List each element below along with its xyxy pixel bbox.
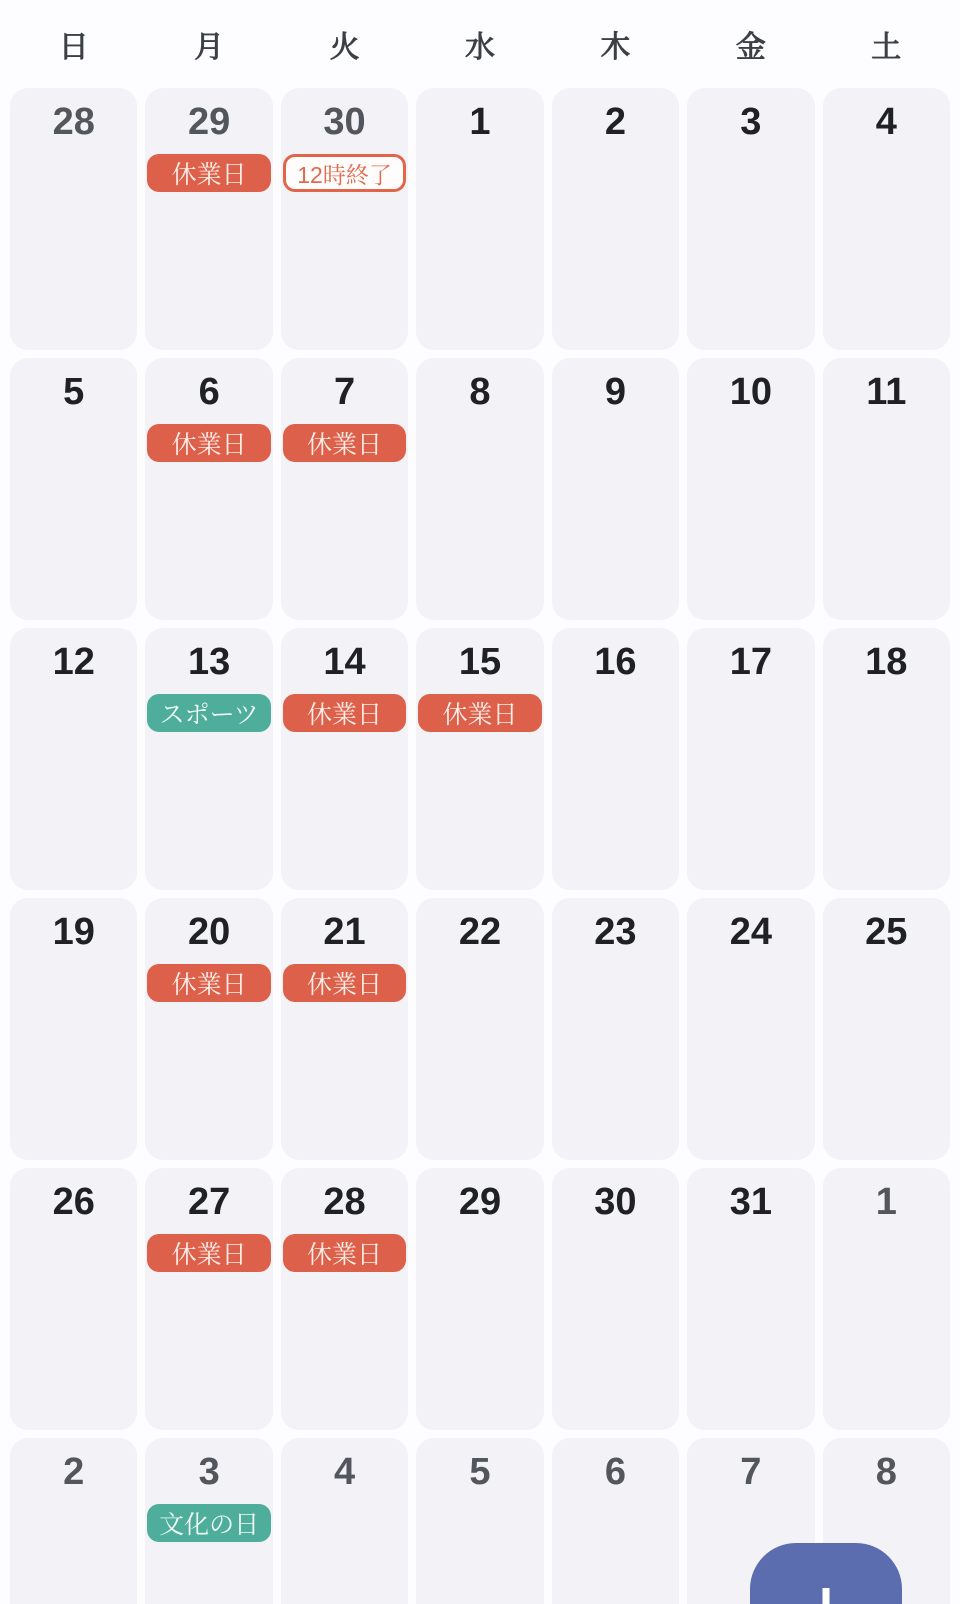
event-chip[interactable]: 休業日: [283, 964, 406, 1002]
day-number: 23: [594, 911, 637, 953]
day-number: 6: [604, 1451, 626, 1493]
day-number: 9: [604, 371, 626, 413]
day-cell[interactable]: [281, 1168, 408, 1430]
day-cell[interactable]: [552, 88, 679, 350]
day-number: 12: [52, 641, 95, 683]
day-events: [145, 424, 272, 462]
day-cell[interactable]: [416, 88, 543, 350]
weekday-label: 土: [871, 31, 902, 64]
day-cell[interactable]: [281, 898, 408, 1160]
day-number: 28: [52, 101, 95, 143]
day-number: 11: [866, 371, 907, 413]
day-number: 20: [187, 911, 231, 953]
day-number: 28: [323, 1181, 366, 1223]
weekday-label: 火: [329, 31, 360, 64]
day-number: 5: [469, 1451, 491, 1493]
create-event-fab[interactable]: [750, 1543, 902, 1604]
event-chip[interactable]: 休業日: [147, 964, 270, 1002]
day-number: 8: [469, 371, 491, 413]
day-number: 3: [198, 1451, 220, 1493]
day-cell[interactable]: [145, 1168, 272, 1430]
day-cell[interactable]: [823, 628, 950, 890]
calendar-grid: [0, 88, 960, 1604]
event-chip[interactable]: 休業日: [147, 154, 270, 192]
day-cell[interactable]: [10, 358, 137, 620]
day-number: 5: [63, 371, 85, 413]
day-number: 6: [198, 371, 220, 413]
day-events: [145, 964, 272, 1002]
day-cell[interactable]: [145, 898, 272, 1160]
day-cell[interactable]: [823, 358, 950, 620]
event-chip[interactable]: 文化の日: [147, 1504, 270, 1542]
day-cell[interactable]: [416, 628, 543, 890]
day-cell[interactable]: [823, 898, 950, 1160]
day-number: 15: [458, 641, 502, 683]
day-events: [145, 154, 272, 192]
day-number: 3: [740, 101, 762, 143]
day-cell[interactable]: [145, 1438, 272, 1604]
day-number: 31: [729, 1181, 772, 1223]
event-chip[interactable]: 休業日: [283, 1234, 406, 1272]
day-number: 10: [729, 371, 772, 413]
day-cell[interactable]: [552, 628, 679, 890]
day-number: 16: [594, 641, 637, 683]
event-chip[interactable]: 休業日: [283, 694, 406, 732]
weekday-label: 水: [464, 31, 495, 64]
day-number: 29: [458, 1181, 502, 1223]
day-events: [281, 154, 408, 192]
weekday-header: [0, 0, 960, 88]
event-chip[interactable]: スポーツ: [147, 694, 270, 732]
day-cell[interactable]: [145, 358, 272, 620]
day-number: 7: [740, 1451, 762, 1493]
day-number: 2: [604, 101, 626, 143]
day-number: 18: [865, 641, 908, 683]
day-number: 19: [52, 911, 95, 953]
day-cell[interactable]: [687, 628, 814, 890]
day-events: [281, 694, 408, 732]
day-cell[interactable]: [281, 1438, 408, 1604]
day-number: 14: [323, 641, 366, 683]
day-number: 2: [63, 1451, 85, 1493]
plus-icon: [823, 1588, 830, 1604]
day-cell[interactable]: [687, 1168, 814, 1430]
day-cell[interactable]: [823, 1168, 950, 1430]
day-number: 4: [333, 1451, 356, 1493]
day-cell[interactable]: [145, 88, 272, 350]
day-number: 27: [187, 1181, 231, 1223]
day-cell[interactable]: [145, 628, 272, 890]
day-cell[interactable]: [10, 898, 137, 1160]
day-events: [281, 424, 408, 462]
day-number: 7: [333, 371, 356, 413]
day-number: 30: [323, 101, 366, 143]
day-cell[interactable]: [10, 88, 137, 350]
day-number: 8: [875, 1451, 897, 1493]
day-cell[interactable]: [552, 1438, 679, 1604]
day-number: 29: [187, 101, 231, 143]
day-number: 24: [729, 911, 772, 953]
weekday-label: 月: [194, 31, 225, 64]
weekday-label: 日: [58, 31, 89, 64]
day-cell[interactable]: [281, 88, 408, 350]
event-chip[interactable]: 休業日: [418, 694, 541, 732]
day-cell[interactable]: [416, 898, 543, 1160]
day-number: 26: [52, 1181, 95, 1223]
weekday-label: 木: [600, 31, 631, 64]
day-cell[interactable]: [416, 358, 543, 620]
day-number: 1: [875, 1181, 897, 1223]
day-number: 1: [469, 101, 491, 143]
day-cell[interactable]: [687, 358, 814, 620]
day-cell[interactable]: [281, 358, 408, 620]
day-cell[interactable]: [552, 358, 679, 620]
day-events: [416, 694, 543, 732]
day-cell[interactable]: [552, 898, 679, 1160]
day-events: [281, 1234, 408, 1272]
day-number: 17: [729, 641, 772, 683]
day-number: 4: [875, 101, 897, 143]
day-cell[interactable]: [687, 88, 814, 350]
day-events: [145, 1504, 272, 1542]
day-events: [145, 1234, 272, 1272]
day-number: 25: [865, 911, 908, 953]
day-cell[interactable]: [281, 628, 408, 890]
day-number: 30: [594, 1181, 637, 1223]
day-cell[interactable]: [10, 1168, 137, 1430]
event-chip[interactable]: 休業日: [147, 1234, 270, 1272]
day-number: 21: [323, 911, 366, 953]
day-cell[interactable]: [416, 1438, 543, 1604]
day-number: 13: [187, 641, 231, 683]
event-chip[interactable]: 休業日: [147, 424, 270, 462]
day-cell[interactable]: [823, 88, 950, 350]
day-events: [145, 694, 272, 732]
event-chip[interactable]: 12時終了: [283, 154, 406, 192]
day-cell[interactable]: [10, 1438, 137, 1604]
day-events: [281, 964, 408, 1002]
day-cell[interactable]: [416, 1168, 543, 1430]
weekday-label: 金: [735, 31, 766, 64]
day-number: 22: [458, 911, 502, 953]
day-cell[interactable]: [687, 898, 814, 1160]
event-chip[interactable]: 休業日: [283, 424, 406, 462]
day-cell[interactable]: [10, 628, 137, 890]
day-cell[interactable]: [552, 1168, 679, 1430]
